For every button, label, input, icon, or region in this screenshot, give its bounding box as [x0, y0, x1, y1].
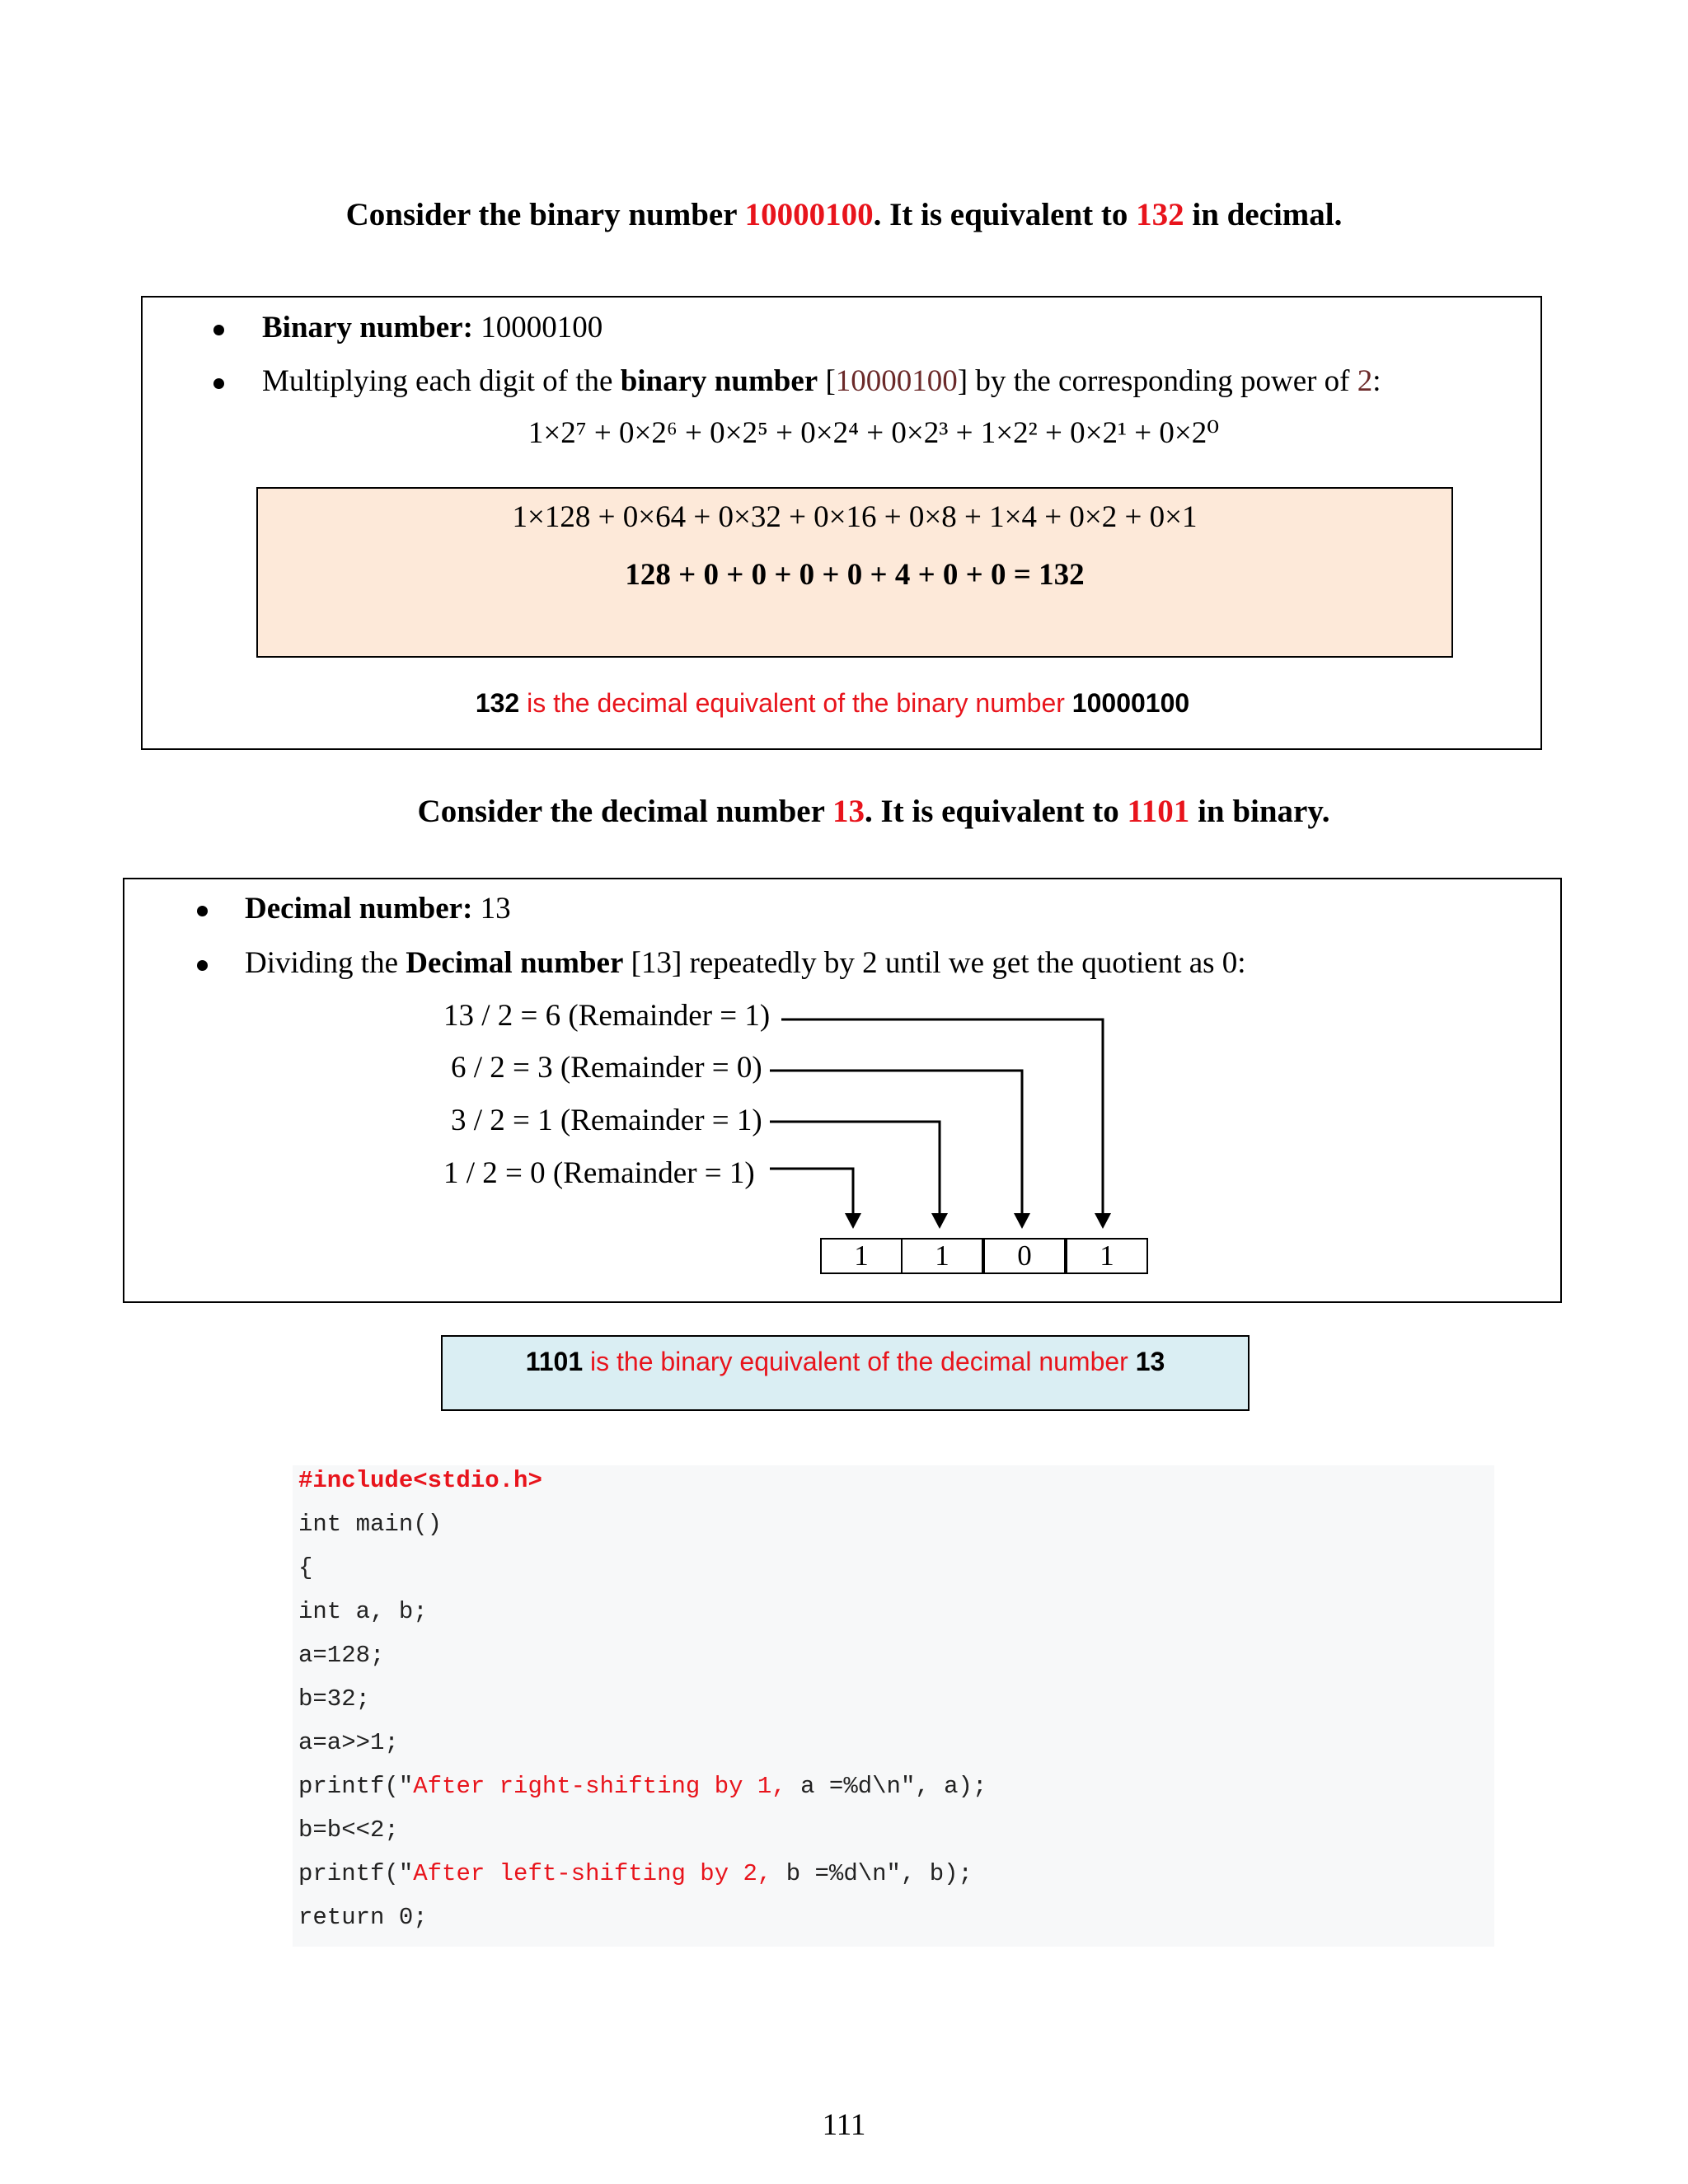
page-number: 111: [822, 2108, 866, 2142]
heading-text: in decimal.: [1184, 197, 1343, 232]
heading-decimal: 132: [1136, 197, 1184, 232]
heading-text: . It is equivalent to: [864, 794, 1128, 829]
code-line: a=128;: [298, 1642, 385, 1669]
arrowhead: [1095, 1213, 1111, 1229]
conclusion-binary: 10000100: [1071, 688, 1190, 718]
code-printf: [298, 1773, 987, 1800]
heading-decimal: 13: [832, 794, 865, 829]
division-step: 3 / 2 = 1 (Remainder = 1): [451, 1104, 762, 1137]
arrow-remainder-1: [781, 1019, 1103, 1218]
heading-text: Consider the decimal number: [417, 794, 832, 829]
binary-digit-cell: 1: [820, 1238, 903, 1274]
bullet-two: 2: [1357, 364, 1373, 398]
code-line: int main(): [298, 1511, 443, 1538]
heading-text: . It is equivalent to: [873, 197, 1137, 232]
code-token: printf(": [298, 1773, 414, 1800]
binary-digit-cell: 0: [983, 1238, 1066, 1274]
code-line: a=a>>1;: [298, 1729, 399, 1756]
code-include: #include<stdio.h>: [298, 1467, 542, 1494]
sum-expression: 128 + 0 + 0 + 0 + 0 + 4 + 0 + 0 = 132: [625, 558, 1085, 592]
bullet-label: Binary number:: [262, 311, 473, 344]
arrowhead: [1014, 1213, 1030, 1229]
bullet-text: [13] repeatedly by 2 until we get the quotient as 0:: [623, 946, 1246, 980]
bullet-bold: binary number: [620, 364, 818, 398]
bullet-text: ] by the corresponding power of: [957, 364, 1357, 398]
bullet-binary: 10000100: [835, 364, 958, 398]
powers-expression: 1×2⁷ + 0×2⁶ + 0×2⁵ + 0×2⁴ + 0×2³ + 1×2² + 0×2¹ + 0×2⁰: [528, 416, 1220, 450]
conclusion-binary: [441, 1347, 1250, 1377]
binary-digit-cell: 1: [901, 1238, 983, 1274]
arrowhead: [845, 1213, 861, 1229]
code-line: return 0;: [298, 1904, 428, 1931]
bullet-text: Multiplying each digit of the: [262, 364, 621, 398]
division-step: 1 / 2 = 0 (Remainder = 1): [443, 1156, 755, 1190]
bullet-value: 13: [472, 892, 511, 926]
conclusion-value: 132: [475, 688, 520, 718]
code-line: {: [298, 1554, 313, 1582]
arrow-remainder-2: [770, 1071, 1022, 1218]
code-token: b =%d\n", b);: [771, 1860, 973, 1887]
arrowhead: [931, 1213, 948, 1229]
binary-digit-cell: 1: [1066, 1238, 1148, 1274]
heading-binary: 10000100: [744, 197, 874, 232]
arrow-remainder-4: [770, 1169, 853, 1218]
bullet-text: [: [818, 364, 836, 398]
heading-binary: 1101: [1127, 794, 1190, 829]
conclusion-text: is the decimal equivalent of the binary number: [519, 688, 1072, 718]
bullet-value: 10000100: [472, 311, 603, 344]
code-line: b=32;: [298, 1685, 371, 1713]
bullet-text: :: [1372, 364, 1381, 398]
bullet-bold: Decimal number: [406, 946, 624, 980]
conclusion-value: 1101: [525, 1347, 584, 1376]
bullet-text: Dividing the: [245, 946, 406, 980]
code-token: a =%d\n", a);: [785, 1773, 987, 1800]
code-token: printf(": [298, 1860, 414, 1887]
heading-text: Consider the binary number: [345, 197, 745, 232]
heading-text: in binary.: [1189, 794, 1330, 829]
code-string: After left-shifting by 2,: [413, 1860, 772, 1887]
division-step: 6 / 2 = 3 (Remainder = 0): [451, 1051, 762, 1085]
conclusion-text: is the binary equivalent of the decimal number: [583, 1347, 1136, 1376]
division-step: 13 / 2 = 6 (Remainder = 1): [443, 999, 771, 1033]
code-string: After right-shifting by 1,: [413, 1773, 786, 1800]
conclusion-decimal-value: 13: [1135, 1347, 1165, 1376]
code-line: b=b<<2;: [298, 1816, 399, 1844]
code-line: int a, b;: [298, 1598, 428, 1625]
code-printf: [298, 1860, 973, 1887]
products-expression: 1×128 + 0×64 + 0×32 + 0×16 + 0×8 + 1×4 + 0×2 + 0×1: [512, 500, 1198, 534]
bullet-label: Decimal number:: [245, 892, 473, 926]
